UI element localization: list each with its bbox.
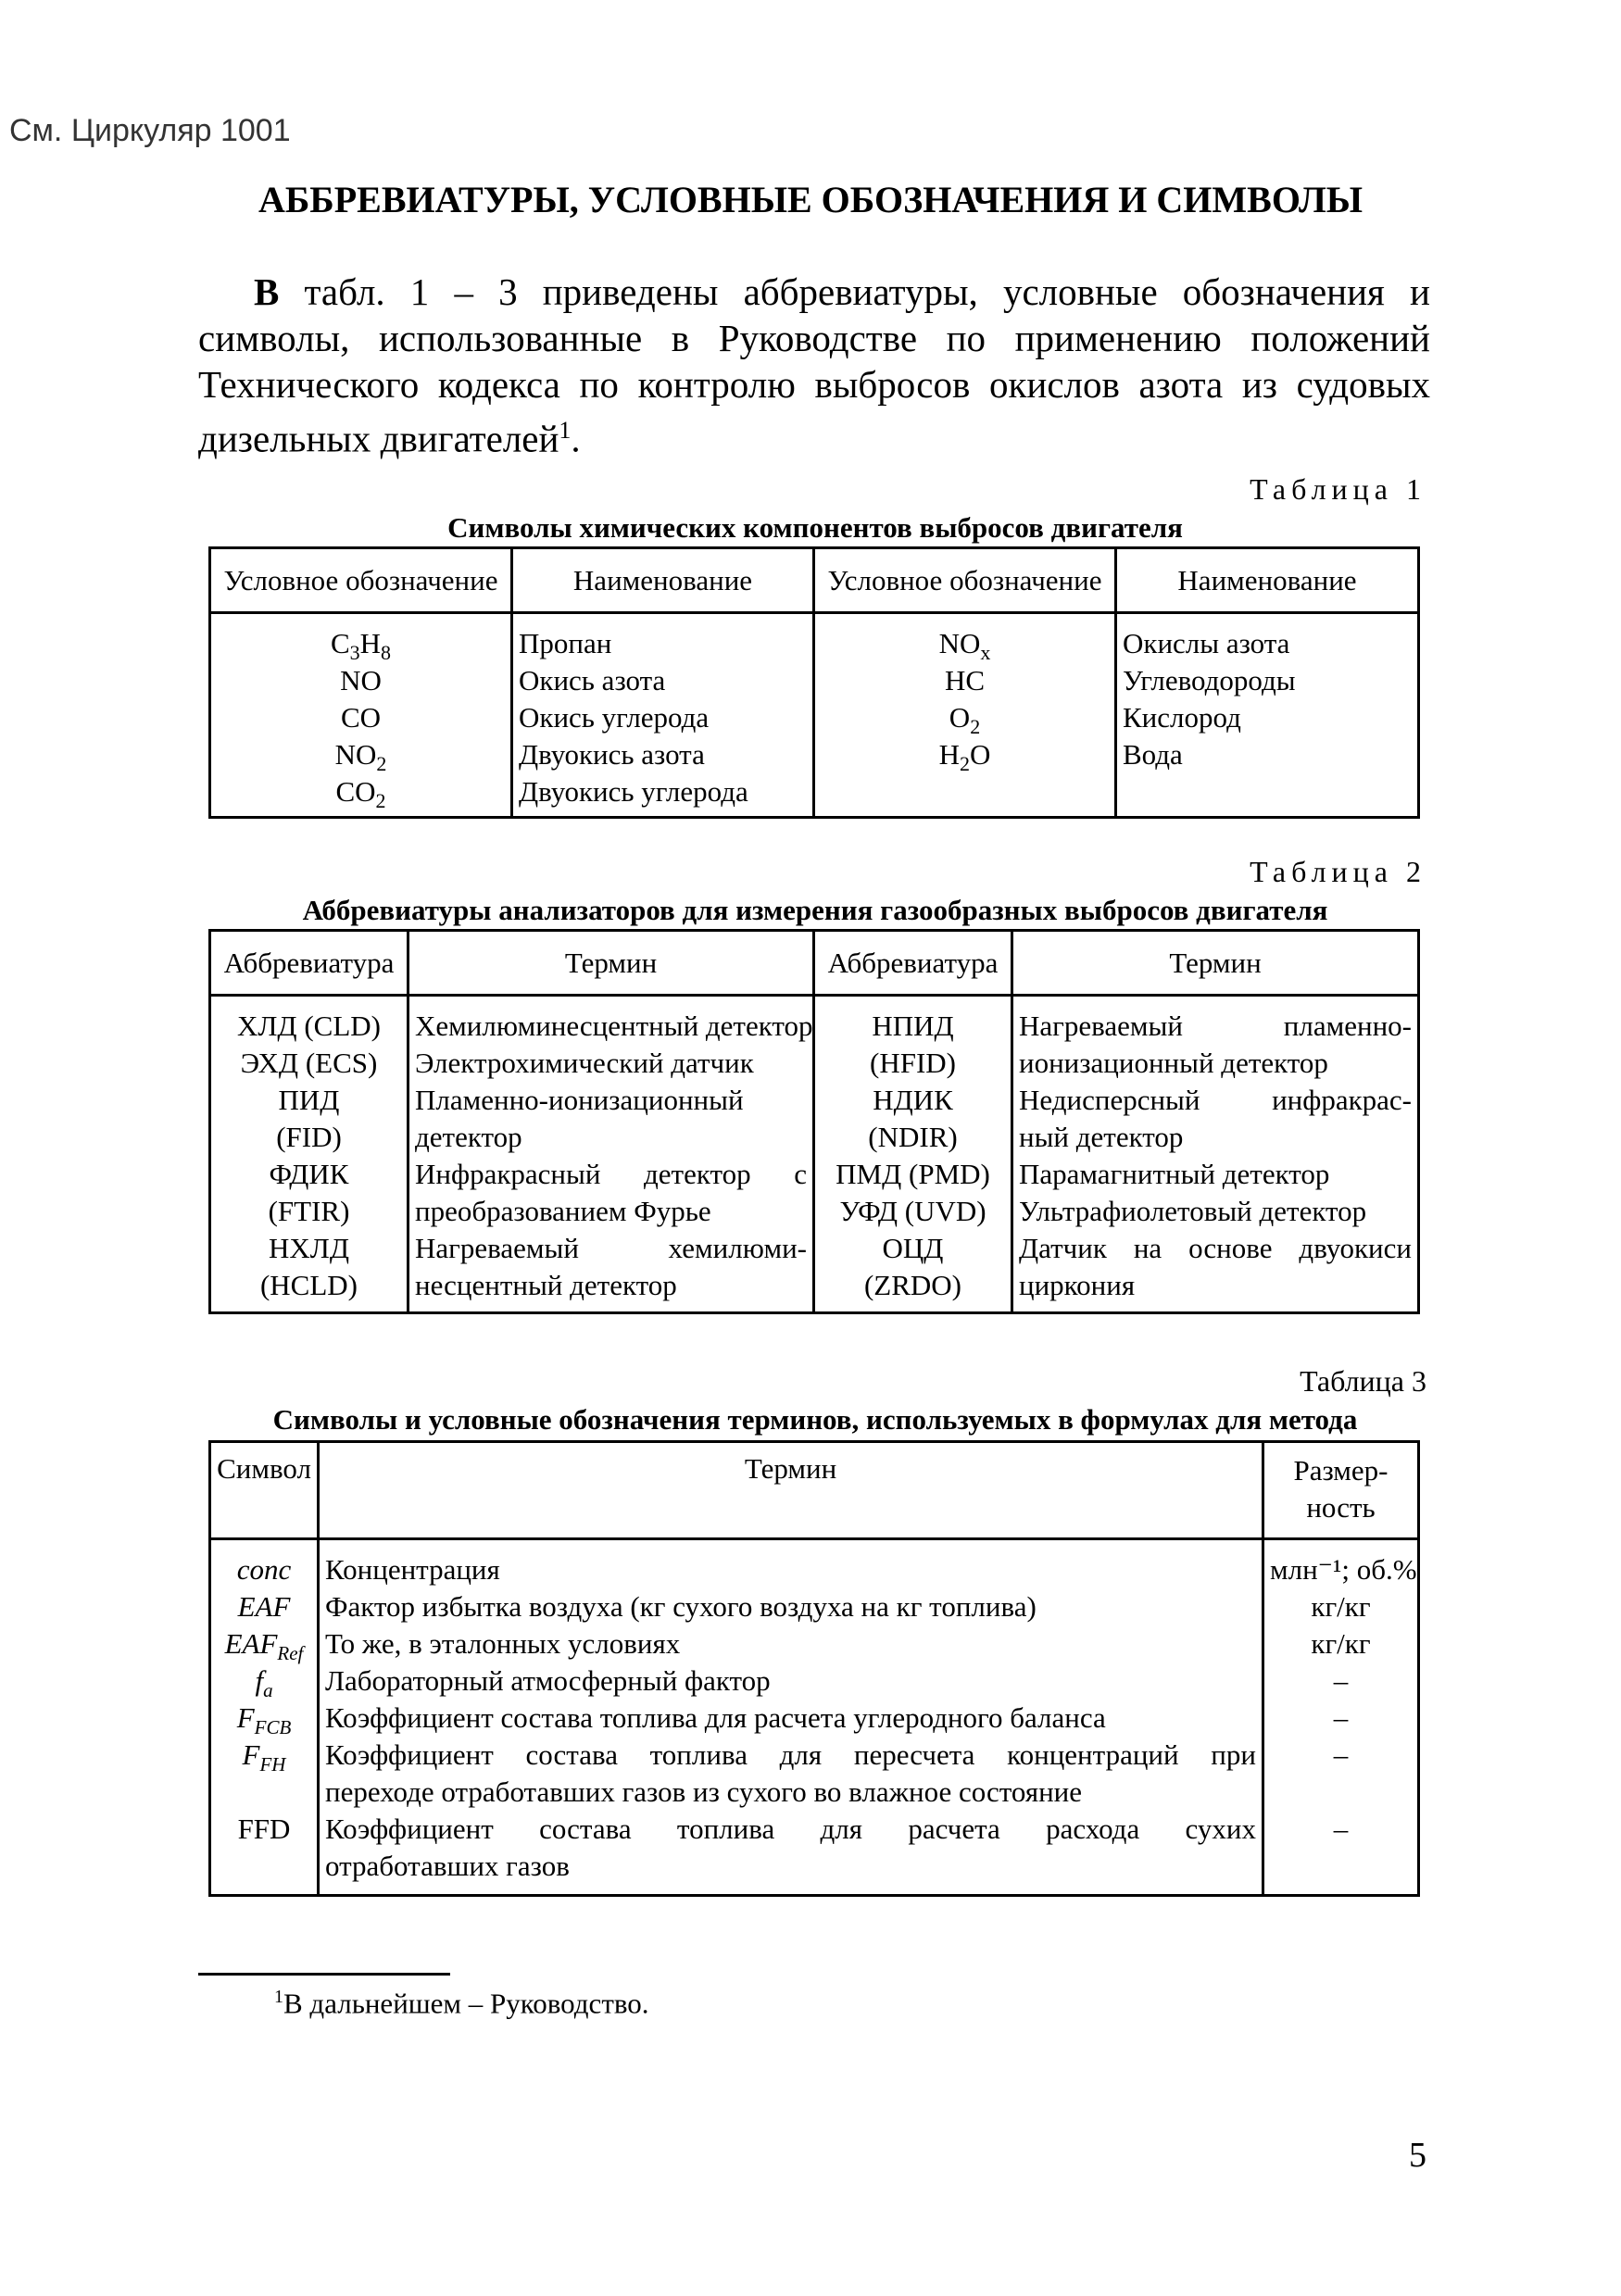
analyzer-term: Недисперсный инфракрас- [1019,1084,1412,1116]
symbol-base: EAF [237,1590,291,1623]
analyzer-abbr: ПИД [278,1084,340,1116]
formula-base: CO [335,775,376,808]
analyzer-abbr: ОЦД [882,1232,944,1264]
table2-abbr-left [210,996,408,1313]
table3-header-dimension [1263,1442,1419,1539]
intro-end: . [571,417,581,460]
table3-header-dim-line2: ность [1306,1491,1376,1524]
table3-dimension: – [1333,1813,1349,1845]
symbol-base: conc [236,1553,292,1586]
formula-sub: 2 [375,789,386,813]
chemical-symbol [821,699,1109,739]
formula-sub: 2 [970,715,981,739]
table3-header-row [210,1442,1419,1539]
chemical-name: Двуокись азота [519,738,705,771]
analyzer-abbr: (FID) [276,1121,342,1153]
chemical-symbol [821,662,1109,699]
analyzer-term: Ультрафиолетовый детектор [1019,1195,1367,1227]
symbol-base: F [242,1738,260,1771]
table3-dimension-spacer [1270,1774,1412,1811]
formula-base: O [970,738,991,771]
table2-terms-left [408,996,814,1313]
footnote-ref: 1 [559,417,572,444]
analyzer-term: ионизационный детектор [1019,1047,1328,1079]
analyzer-term: Парамагнитный детектор [1019,1158,1330,1190]
table1-label: Таблица 1 [1250,472,1426,506]
formula-sub: x [980,641,991,665]
table3-body-row [210,1539,1419,1896]
symbol-base: EAF [224,1627,278,1660]
analyzer-term: Инфракрасный детектор с [415,1158,807,1190]
analyzer-term: преобразованием Фурье [415,1195,711,1227]
chemical-symbol [217,625,505,665]
table3-dimension: кг/кг [1311,1590,1371,1623]
symbol-sub: Ref [277,1642,304,1665]
table2-abbr-right [814,996,1012,1313]
table2-label: Таблица 2 [1250,855,1426,888]
analyzer-term: детектор [415,1121,522,1153]
table3-symbol-spacer [217,1848,311,1885]
table1-body-row [210,613,1419,818]
table3-symbol-spacer [217,1774,311,1811]
footnote [274,1987,649,2020]
table3-symbol [217,1737,311,1774]
page-number: 5 [1409,2136,1426,2175]
table3-dimension-spacer [1270,1848,1412,1885]
symbol-base: FFD [237,1813,291,1845]
formula-sub: 8 [381,641,392,665]
symbol-sub: a [263,1679,273,1702]
table1-names-left [512,613,814,818]
table3-term-line: Коэффициент состава топлива для расчета углеродного баланса [325,1701,1106,1734]
table2-terms-right [1012,996,1419,1313]
header-note: См. Циркуляр 1001 [9,113,291,148]
table2-caption: Аббревиатуры анализаторов для измерения газообразных выбросов двигателя [302,894,1328,926]
table1-symbols-left [210,613,512,818]
chemical-name: Окислы азота [1123,627,1290,659]
table1-header-row [210,548,1419,613]
formula-base: O [949,701,971,734]
table3-header-dim-line1: Размер- [1293,1454,1389,1487]
table3-symbol [217,1700,311,1737]
table3-term-line: Фактор избытка воздуха (кг сухого воздуха на кг топлива) [325,1590,1037,1623]
chemical-symbol [217,736,505,776]
table3-term-line: Коэффициент состава топлива для расчета расхода сухих [325,1813,1256,1845]
table1-caption: Символы химических компонентов выбросов двигателя [447,511,1183,544]
table3 [208,1440,1420,1897]
intro-paragraph [198,269,1430,462]
table2-header: Аббревиатура [210,931,408,996]
table3-dimension: – [1333,1701,1349,1734]
analyzer-abbr: НПИД [872,1010,954,1042]
table3-term-line: отработавших газов [325,1850,570,1882]
table3-symbols [210,1539,319,1896]
table3-symbol [217,1811,311,1848]
table2-header: Термин [1012,931,1419,996]
footnote-mark: 1 [274,1987,283,2007]
page-title: АББРЕВИАТУРЫ, УСЛОВНЫЕ ОБОЗНАЧЕНИЯ И СИМВОЛЫ [258,179,1363,220]
footnote-divider [198,1973,450,1976]
chemical-symbol [217,662,505,699]
analyzer-term: Хемилюминесцентный детектор [415,1010,813,1042]
analyzer-abbr: НДИК [873,1084,953,1116]
table3-symbol [217,1625,311,1665]
analyzer-abbr: ФДИК [269,1158,349,1190]
analyzer-term: Нагреваемый пламенно- [1019,1010,1412,1042]
symbol-base: F [236,1701,255,1734]
chemical-symbol [217,699,505,736]
formula-base: NO [340,664,382,696]
chemical-name: Вода [1123,738,1183,771]
table3-dimension: – [1333,1738,1349,1771]
footnote-text: В дальнейшем – Руководство. [283,1987,649,2020]
analyzer-term: циркония [1019,1269,1136,1301]
chemical-symbol [821,625,1109,665]
table3-symbol [217,1662,311,1700]
table1-header: Наименование [1116,548,1419,613]
table3-caption: Символы и условные обозначения терминов, используемых в формулах для метода [272,1403,1358,1436]
chemical-symbol [217,773,505,813]
table3-term-line: переходе отработавших газов из сухого во влажное состояние [325,1775,1083,1808]
analyzer-abbr: (ZRDO) [863,1269,962,1301]
analyzer-abbr: ПМД (PMD) [836,1158,990,1190]
table1 [208,546,1420,819]
analyzer-term: ный детектор [1019,1121,1184,1153]
formula-base: CO [340,701,382,734]
formula-base: H [359,627,382,659]
formula-sub: 3 [349,641,360,665]
analyzer-abbr: ЭХД (ECS) [240,1047,378,1079]
chemical-name: Окись азота [519,664,666,696]
table3-dimension: кг/кг [1311,1627,1371,1660]
formula-base: NO [938,627,981,659]
table3-term-line: Лабораторный атмосферный фактор [325,1664,771,1697]
table3-dimension: млн⁻¹; об.% [1270,1553,1417,1586]
formula-sub: 2 [376,752,387,776]
table3-header-symbol: Символ [210,1442,319,1539]
table3-symbol [217,1551,311,1588]
analyzer-term: Нагреваемый хемилюми- [415,1232,807,1264]
analyzer-abbr: НХЛД [269,1232,349,1264]
analyzer-term: несцентный детектор [415,1269,677,1301]
formula-base: HC [944,664,986,696]
symbol-sub: FH [259,1753,286,1776]
table3-header-term: Термин [319,1442,1263,1539]
table2-header-row [210,931,1419,996]
table1-names-right [1116,613,1419,818]
analyzer-abbr: (HCLD) [259,1269,358,1301]
table3-dimensions [1263,1539,1419,1896]
intro-lead: В [254,270,280,313]
chemical-name: Окись углерода [519,701,710,734]
chemical-symbol [821,736,1109,776]
chemical-name: Двуокись углерода [519,775,748,808]
table3-label: Таблица 3 [1300,1364,1426,1398]
formula-base: C [330,627,350,659]
analyzer-abbr: УФД (UVD) [839,1195,986,1227]
table3-term-line: Концентрация [325,1553,500,1586]
analyzer-abbr: (HFID) [870,1047,956,1079]
chemical-name: Кислород [1123,701,1241,734]
table3-term-line: Коэффициент состава топлива для пересчета концентраций при [325,1738,1256,1771]
analyzer-abbr: ХЛД (CLD) [237,1010,381,1042]
table3-dimension: – [1333,1664,1349,1697]
analyzer-term: Электрохимический датчик [415,1047,754,1079]
chemical-name: Пропан [519,627,612,659]
table1-header: Условное обозначение [814,548,1116,613]
table2-header: Аббревиатура [814,931,1012,996]
table1-header: Условное обозначение [210,548,512,613]
table2 [208,929,1420,1314]
analyzer-term: Пламенно-ионизационный [415,1084,744,1116]
formula-sub: 2 [960,752,970,776]
table1-symbols-right [814,613,1116,818]
table3-symbol [217,1588,311,1625]
chemical-name: Углеводороды [1123,664,1296,696]
table3-terms [319,1539,1263,1896]
analyzer-term: Датчик на основе двуокиси [1019,1232,1412,1264]
analyzer-abbr: (FTIR) [268,1195,350,1227]
formula-base: H [938,738,960,771]
symbol-sub: FCB [254,1716,292,1739]
table2-body-row [210,996,1419,1313]
table3-term-line: То же, в эталонных условиях [325,1627,681,1660]
formula-base: NO [334,738,377,771]
table1-header: Наименование [512,548,814,613]
intro-text: табл. 1 – 3 приведены аббревиатуры, условные обозначения и символы, использованные в Руководстве по применению положений Технического кодекса по контролю выбросов окислов азота из судовых дизельных двигателей [198,270,1430,460]
symbol-base: f [255,1664,264,1697]
table2-header: Термин [408,931,814,996]
analyzer-abbr: (NDIR) [868,1121,958,1153]
